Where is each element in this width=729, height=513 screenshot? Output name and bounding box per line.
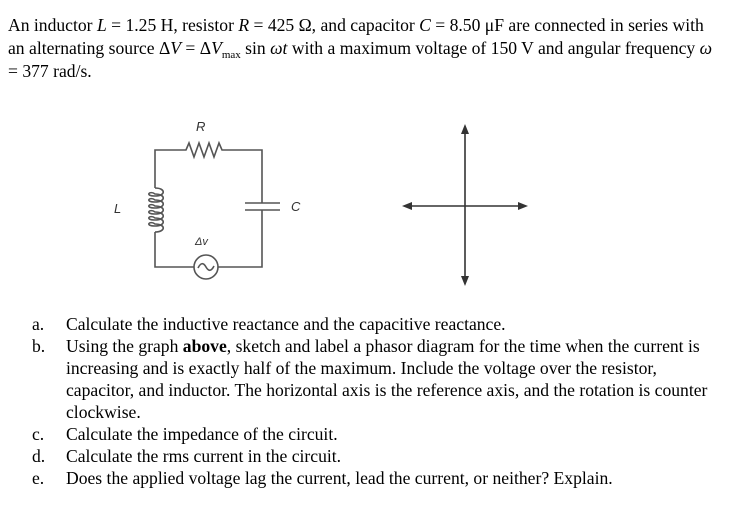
right-wire [218,210,262,267]
question-a [30,313,710,335]
left-wire [155,232,194,267]
question-marker: e. [32,468,45,488]
intro-text-2: = 1.25 H, resistor [106,15,239,35]
symbol-omega-t: ωt [270,38,288,58]
circuit-diagram [149,143,280,279]
question-marker: c. [32,424,45,444]
resistor-symbol [155,143,262,203]
intro-text-8: = 377 rad/s. [8,61,92,81]
symbol-Vmax: V [211,38,222,58]
question-marker: d. [32,446,46,466]
intro-text-5: = Δ [181,38,212,58]
question-text: Calculate the inductive reactance and the capacitive reactance. [66,314,506,334]
axis-arrow-right [518,202,528,210]
intro-text-4: = 8.50 μF are connected in series with an alternating source Δ [8,15,704,58]
resistor-label: R [196,119,206,134]
source-label: Δv [195,236,208,248]
ac-source-wave [198,264,214,271]
capacitor-label: C [291,199,301,214]
question-marker: a. [32,314,45,334]
question-b [30,335,710,423]
symbol-V: V [170,38,182,58]
symbol-L: L [96,15,107,35]
question-marker: b. [32,336,46,356]
axis-arrow-up [461,124,469,134]
phasor-axes [402,124,528,286]
intro-text-7: with a maximum voltage of 150 V and angular frequency [287,38,700,58]
question-d [30,445,710,467]
question-text: Using the graph [66,336,183,356]
symbol-R: R [238,15,250,35]
axis-arrow-left [402,202,412,210]
symbol-omega: ω [699,38,713,58]
symbol-C: C [419,15,431,35]
question-c [30,423,710,445]
question-text: Calculate the rms current in the circuit. [66,446,342,466]
inductor-symbol [149,188,163,232]
intro-text-1: An inductor [8,15,97,35]
question-text-continued: , sketch and label a phasor diagram for the time when the current is increasing and is exactly half of the maximum. Include the voltage over the resistor, capacitor, and inductor. The horizontal axis is the reference axis, and the rotation is counter clockwise. [66,336,708,422]
max-subscript: max [221,49,241,61]
inductor-label: L [114,201,122,216]
axis-arrow-down [461,276,469,286]
emphasis-above: above [182,336,227,356]
question-text: Does the applied voltage lag the current, lead the current, or neither? Explain. [66,468,613,488]
question-list [30,313,710,489]
intro-text-3: = 425 Ω, and capacitor [249,15,420,35]
question-text: Calculate the impedance of the circuit. [66,424,338,444]
intro-text-6: sin [240,38,271,58]
question-e [30,467,710,489]
